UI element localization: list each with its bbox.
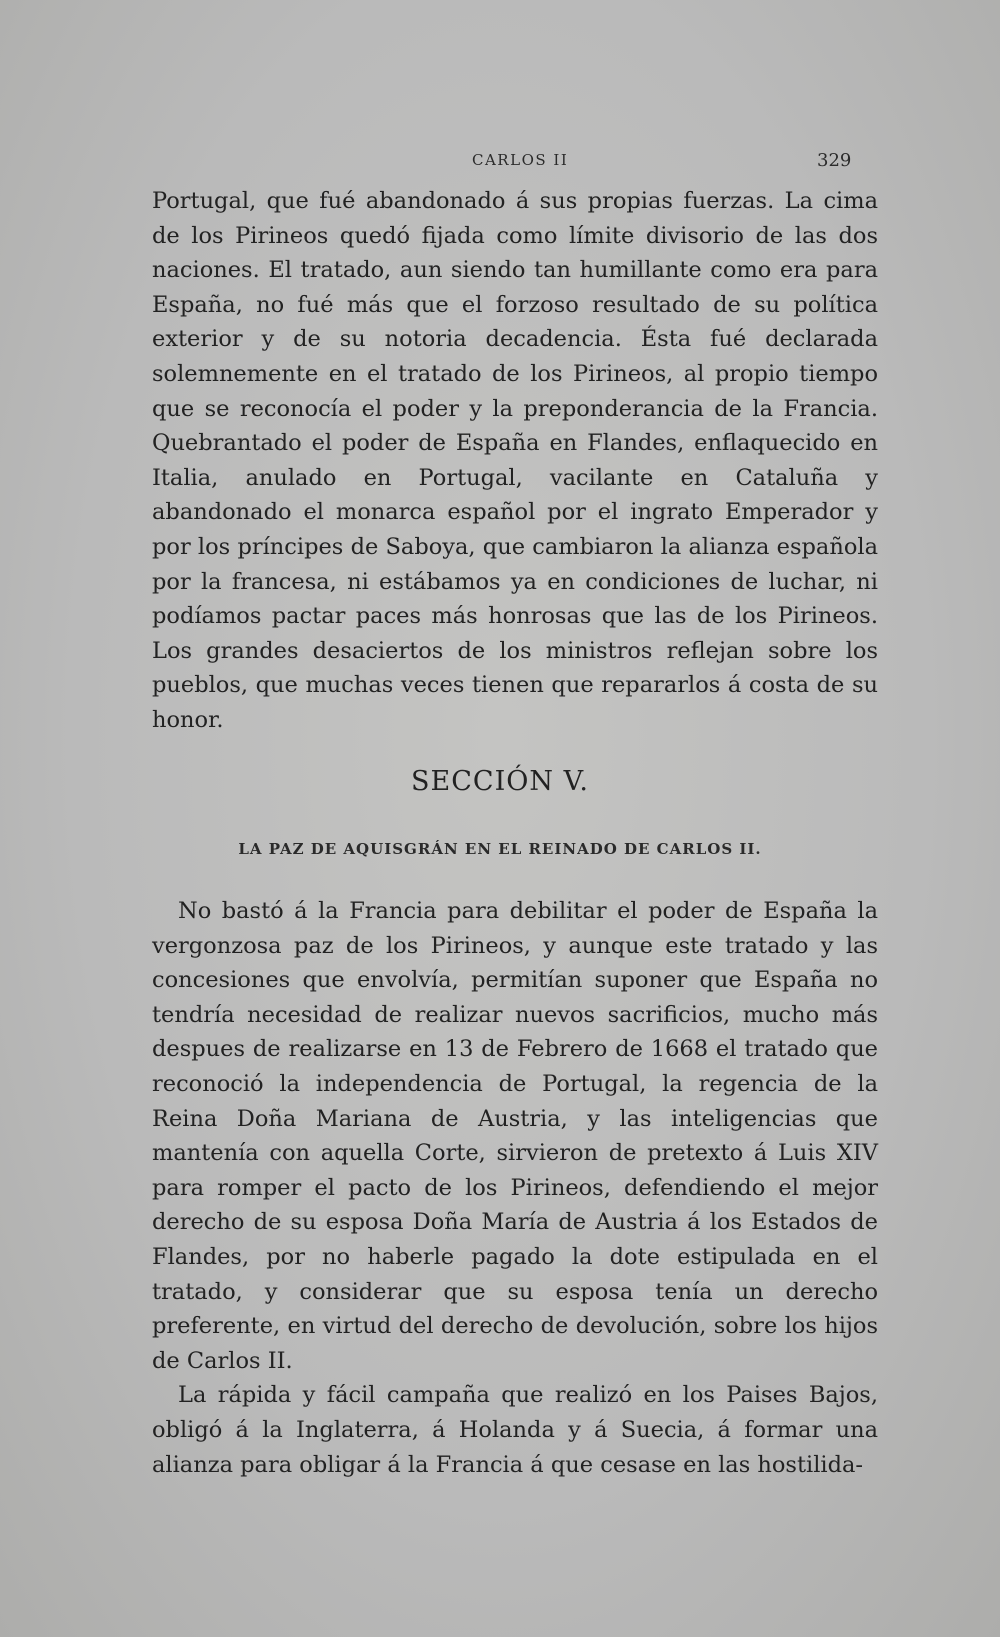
page-number: 329	[817, 150, 852, 171]
paragraph-2: La rápida y fácil campaña que realizó en los Paises Bajos, obligó á la Inglaterra, á Holanda y á Suecia, á formar una alianza para obligar á la Francia á que cesase en las hostilida-	[152, 1382, 878, 1478]
section-subtitle: LA PAZ DE AQUISGRÁN EN EL REINADO DE CARLOS II.	[238, 840, 762, 858]
paragraph-1: No bastó á la Francia para debilitar el poder de España la vergonzosa paz de los Pirineos, y aunque este tratado y las concesiones que envolvía, permitían suponer que España no tendría necesidad de realizar nuevos sacrificios, mucho más despues de realizarse en 13 de Febrero de 1668 el tratado que reconoció la independencia de Portugal, la regencia de la Reina Doña Mariana de Austria, y las inteligencias que mantenía con aquella Corte, sirvieron de pretexto á Luis XIV para romper el pacto de los Pirineos, defendiendo el mejor derecho de su esposa Doña María de Austria á los Estados de Flandes, por no haberle pagado la dote estipulada en el tratado, y considerar que su esposa tenía un derecho preferente, en virtud del derecho de devolución, sobre los hijos de Carlos II.	[152, 898, 878, 1374]
paragraph-continuation: Portugal, que fué abandonado á sus propias fuerzas. La cima de los Pirineos quedó fijada como límite divisorio de las dos naciones. El tratado, aun siendo tan humillante como era para España, no fué más que el forzoso resultado de su política exterior y de su notoria decadencia. Ésta fué declarada solemnemente en el tratado de los Pirineos, al propio tiempo que se reconocía el poder y la preponderancia de la Francia. Quebrantado el poder de España en Flandes, enflaquecido en Italia, anulado en Portugal, vacilante en Cataluña y abandonado el monarca español por el ingrato Emperador y por los príncipes de Saboya, que cambiaron la alianza española por la francesa, ni estábamos ya en condiciones de luchar, ni podíamos pactar paces más honrosas que las de los Pirineos. Los grandes desaciertos de los ministros reflejan sobre los pueblos, que muchas veces tienen que repararlos á costa de su honor.	[152, 188, 878, 733]
section-title: SECCIÓN V.	[411, 766, 589, 797]
running-head: CARLOS II	[472, 151, 569, 169]
text-block-bottom	[152, 894, 878, 1482]
text-block-top	[152, 184, 878, 738]
